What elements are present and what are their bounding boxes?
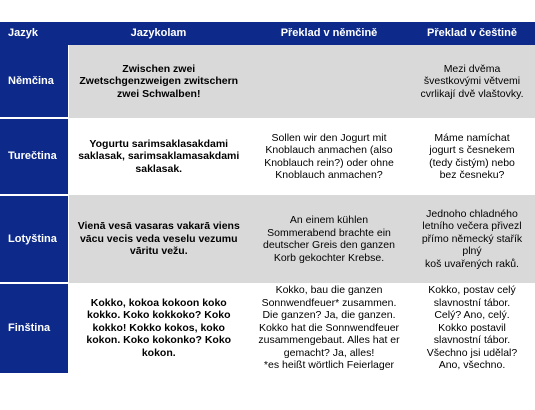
table-row [0, 283, 535, 373]
tongue-twister-cell: Kokko, kokoa kokoon koko kokko. Koko kokkoko? Koko kokko! Kokko kokos, koko kokon. Koko kokonko? Koko kokon. [68, 283, 249, 373]
table-row [0, 118, 535, 195]
language-cell: Němčina [0, 45, 68, 119]
tongue-twister-cell: Vienā vesā vasaras vakarā viens vācu vecis veda veselu vezumu vāritu vežu. [68, 195, 249, 283]
header-row [0, 22, 535, 45]
german-cell [249, 45, 409, 119]
tongue-twister-cell: Zwischen zwei Zwetschgenzweigen zwitschern zwei Schwalben! [68, 45, 249, 119]
czech-cell: Kokko, postav celý slavnostní tábor. Celý? Ano, celý. Kokko postavil slavnostní tábor. Všechno jsi udělal? Ano, všechno. [409, 283, 535, 373]
table-row [0, 195, 535, 283]
tongue-twister-table [0, 22, 535, 373]
german-cell: Sollen wir den Jogurt mit Knoblauch anmachen (also Knoblauch rein?) oder ohne Knoblauch anmachen? [249, 118, 409, 195]
header-german-translation: Překlad v němčině [249, 22, 409, 45]
language-cell: Finština [0, 283, 68, 373]
tongue-twister-cell: Yogurtu sarimsaklasakdami saklasak, sarimsaklamasakdami saklasak. [68, 118, 249, 195]
header-czech-translation: Překlad v češtině [409, 22, 535, 45]
header-language: Jazyk [0, 22, 68, 45]
table-row [0, 45, 535, 119]
czech-cell: Jednoho chladného letního večera přivezl přímo německý stařík plný koš uvařených raků. [409, 195, 535, 283]
header-tongue-twister: Jazykolam [68, 22, 249, 45]
language-cell: Turečtina [0, 118, 68, 195]
german-cell: Kokko, bau die ganzen Sonnwendfeuer* zusammen. Die ganzen? Ja, die ganzen. Kokko hat die Sonnwendfeuer zusammengebaut. Alles hat er gemacht? Ja, alles! *es heißt wörtlich Feierlager [249, 283, 409, 373]
language-cell: Lotyština [0, 195, 68, 283]
czech-cell: Máme namíchat jogurt s česnekem (tedy čistým) nebo bez česneku? [409, 118, 535, 195]
czech-cell: Mezi dvěma švestkovými větvemi cvrlikají dvě vlaštovky. [409, 45, 535, 119]
german-cell: An einem kühlen Sommerabend brachte ein deutscher Greis den ganzen Korb gekochter Krebse. [249, 195, 409, 283]
